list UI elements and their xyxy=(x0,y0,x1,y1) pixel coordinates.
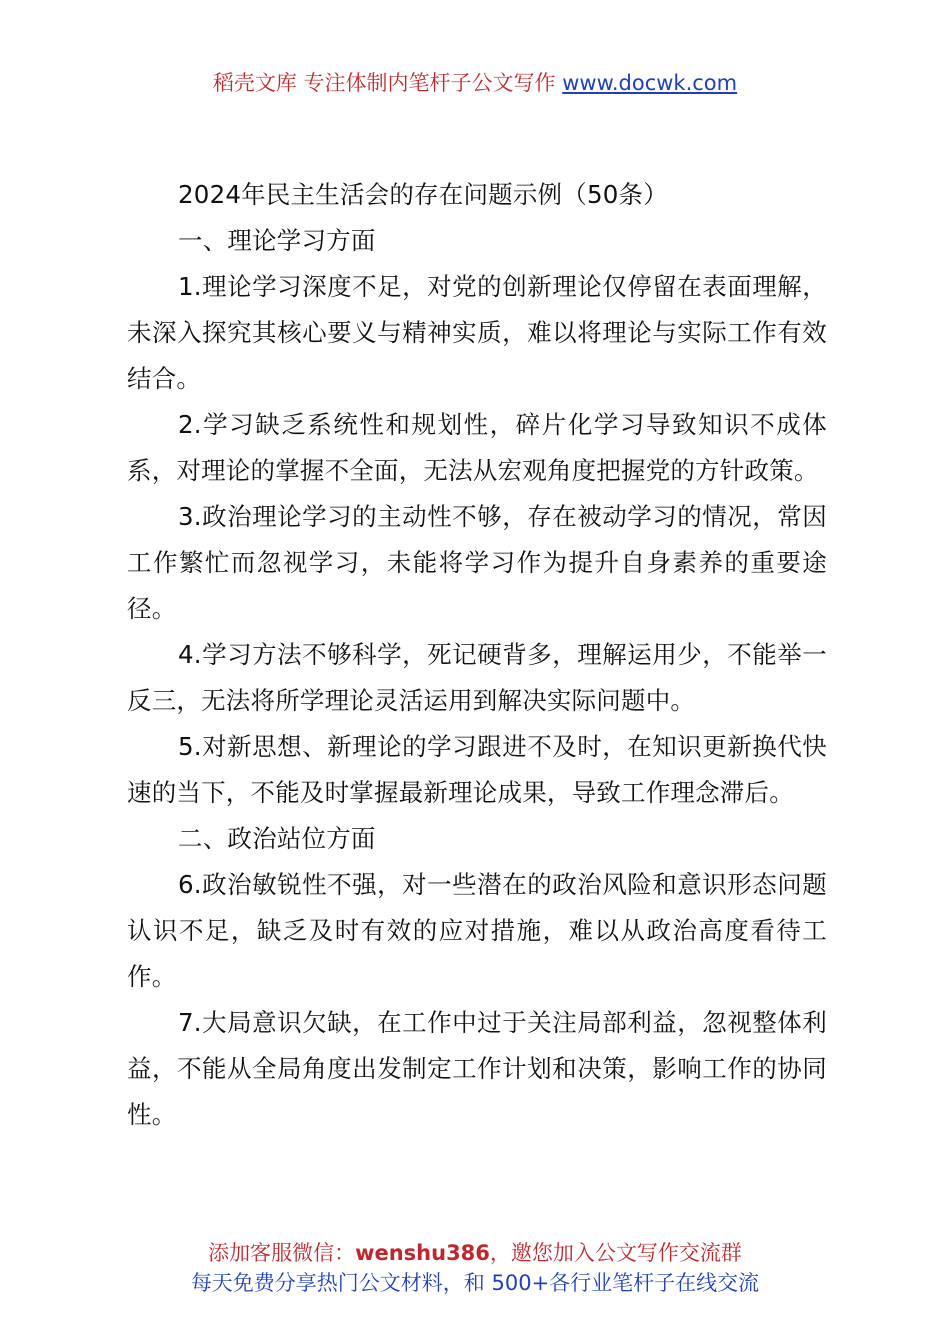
website-link[interactable]: www.docwk.com xyxy=(562,71,738,95)
document-body xyxy=(127,172,827,1138)
page-header xyxy=(0,68,950,98)
footer-prefix: 添加客服微信： xyxy=(208,1241,356,1265)
footer-contact-line xyxy=(0,1238,950,1268)
list-item: 5.对新思想、新理论的学习跟进不及时，在知识更新换代快速的当下，不能及时掌握最新理论成果，导致工作理念滞后。 xyxy=(127,732,827,807)
list-item: 6.政治敏锐性不强，对一些潜在的政治风险和意识形态问题认识不足，缺乏及时有效的应对措施，难以从政治高度看待工作。 xyxy=(127,870,827,991)
list-item: 2.学习缺乏系统性和规划性，碎片化学习导致知识不成体系，对理论的掌握不全面，无法从宏观角度把握党的方针政策。 xyxy=(127,410,827,485)
wechat-id: wenshu386 xyxy=(355,1241,490,1265)
list-item: 4.学习方法不够科学，死记硬背多，理解运用少，不能举一反三，无法将所学理论灵活运用到解决实际问题中。 xyxy=(127,640,827,715)
section-heading: 一、理论学习方面 xyxy=(178,226,376,255)
footer-suffix: ，邀您加入公文写作交流群 xyxy=(489,1241,742,1265)
header-text: 稻壳文库 专注体制内笔杆子公文写作 xyxy=(212,71,556,95)
footer-promo-line: 每天免费分享热门公文材料，和 500+各行业笔杆子在线交流 xyxy=(190,1271,760,1295)
list-item: 1.理论学习深度不足，对党的创新理论仅停留在表面理解，未深入探究其核心要义与精神实质，难以将理论与实际工作有效结合。 xyxy=(127,272,827,393)
list-item: 3.政治理论学习的主动性不够，存在被动学习的情况，常因工作繁忙而忽视学习，未能将学习作为提升自身素养的重要途径。 xyxy=(127,502,827,623)
document-title: 2024年民主生活会的存在问题示例（50条） xyxy=(178,180,668,209)
list-item: 7.大局意识欠缺，在工作中过于关注局部利益，忽视整体利益，不能从全局角度出发制定工作计划和决策，影响工作的协同性。 xyxy=(127,1008,827,1129)
page-footer xyxy=(0,1238,950,1298)
section-heading: 二、政治站位方面 xyxy=(178,824,376,853)
